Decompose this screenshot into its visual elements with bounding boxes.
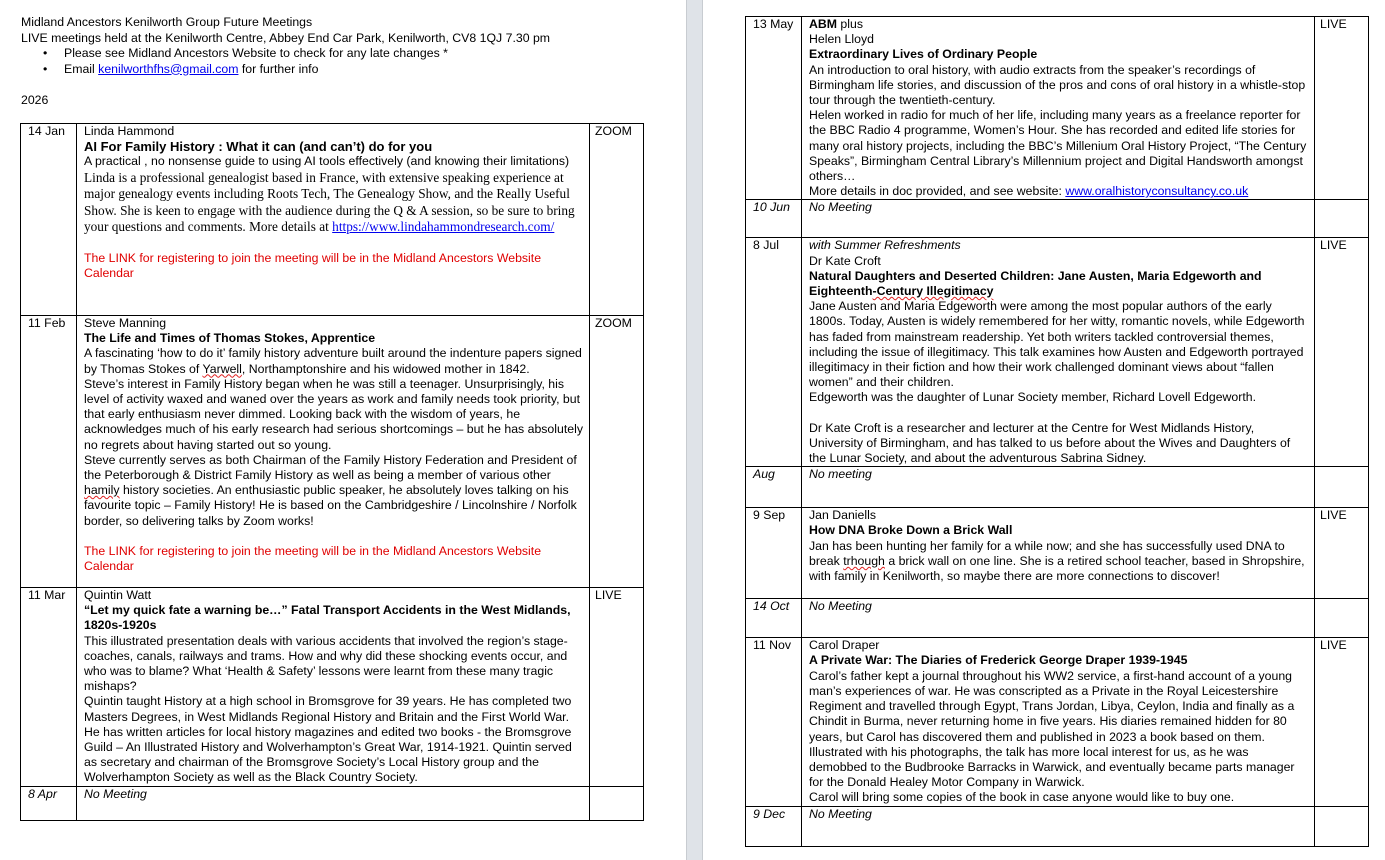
email-link[interactable]: kenilworthfhs@gmail.com: [98, 61, 239, 76]
speaker-bio: Dr Kate Croft is a researcher and lecturer at the Centre for West Midlands History, University of Birmingham, and has talked to us before about the Wives and Daughters of the Lunar Society, and about the adventurous Sabrina Sidney.: [809, 420, 1291, 466]
speaker-name: Dr Kate Croft: [809, 253, 881, 268]
meeting-details: [802, 238, 1315, 467]
speaker-name: Linda Hammond: [84, 124, 175, 138]
talk-title: The Life and Times of Thomas Stokes, Apprentice: [84, 331, 376, 346]
meeting-details: [77, 316, 590, 588]
bullet-email: • Email kenilworthfhs@gmail.com for further info: [64, 62, 671, 78]
summer-refreshments-note: with Summer Refreshments: [809, 238, 961, 253]
talk-description-note: Edgeworth was the daughter of Lunar Society member, Richard Lovell Edgeworth.: [809, 390, 1257, 405]
meeting-date: 10 Jun: [746, 200, 802, 238]
meeting-mode: LIVE: [590, 588, 644, 787]
meeting-date: Aug: [746, 467, 802, 508]
no-meeting-note: No Meeting: [77, 786, 590, 820]
meeting-row-apr: [21, 786, 644, 820]
talk-title: AI For Family History : What it can (and can’t) do for you: [84, 139, 433, 155]
bullet-check-website: • Please see Midland Ancestors Website to check for any late changes *: [64, 46, 671, 62]
meeting-date: 13 May: [746, 17, 802, 200]
speaker-bio: Steve’s interest in Family History began when he was still a teenager. Unsurprisingly, his level of activity waxed and waned over the years as work and family needs took priority, but that early enthusiasm never dimmed. Looking back with the wisdom of years, he acknowledges much of his early research had serious shortcomings – but he has absolutely no regrets about having started out so young.: [84, 376, 583, 452]
document-title: Midland Ancestors Kenilworth Group Future Meetings: [21, 15, 313, 29]
speaker-name: Carol Draper: [809, 638, 880, 653]
no-meeting-note: No meeting: [802, 467, 1315, 508]
talk-title: How DNA Broke Down a Brick Wall: [809, 523, 1013, 538]
oral-history-website-link[interactable]: www.oralhistoryconsultancy.co.uk: [1065, 184, 1249, 199]
venue-line: LIVE meetings held at the Kenilworth Centre, Abbey End Car Park, Kenilworth, CV8 1QJ 7.30 pm: [21, 30, 551, 45]
meeting-details: [77, 588, 590, 787]
talk-title: “Let my quick fate a warning be…” Fatal Transport Accidents in the West Midlands, 1820s-1920s: [84, 603, 571, 633]
no-meeting-note: No Meeting: [802, 200, 1315, 238]
page-gutter: [686, 0, 703, 860]
meeting-row-may: [746, 17, 1369, 200]
more-details: More details in doc provided, and see website: www.oralhistoryconsultancy.co.uk: [809, 184, 1249, 199]
meeting-details: ABM plus Helen Lloyd Extraordinary Lives of Ordinary People An introduction to oral history, with audio extracts from the speaker’s recordings of Birmingham life stories, and discussion of the pros and cons of oral history in a whistle-stop tour through the twentieth-century. Helen worked in radio for much of her life, including many years as a freelance reporter for the BBC Radio 4 programme, Women’s Hour. She has recorded and edited life stories for many oral history projects, including the BBC’s Millenium Oral History Project, “The Century Speaks”, Birmingham Central Library’s Millennium project and Digital Handsworth amongst others… More details in doc provided, and see website: www.oralhistoryconsultancy.co.uk: [802, 17, 1315, 200]
speaker-website-link[interactable]: https://www.lindahammondresearch.com/: [332, 219, 555, 235]
meeting-details: [77, 124, 590, 316]
year-heading: 2026: [21, 93, 49, 107]
meeting-row-mar: [21, 588, 644, 787]
meeting-date: 8 Apr: [21, 786, 77, 820]
meeting-date: 14 Oct: [746, 599, 802, 638]
talk-description: This illustrated presentation deals with various accidents that involved the region’s stage-coaches, canals, railways and trams. How and why did these shocking events occur, and who was to blame? What ‘Health & Safety’ lessons were learnt from these many tragic mishaps?: [84, 633, 568, 694]
talk-title: Extraordinary Lives of Ordinary People: [809, 47, 1038, 62]
speaker-name: Helen Lloyd: [809, 32, 874, 47]
speaker-bio-continued: Steve currently serves as both Chairman of the Family History Federation and President of the Peterborough & District Family History as well as being a member of various other hamily history societies. An enthusiastic public speaker, he absolutely loves talking on his favourite topic – Family History! He is based on the Cambridgeshire / Lincolnshire / Norfolk border, so delivering talks by Zoom works!: [84, 452, 577, 528]
no-meeting-note: No Meeting: [802, 599, 1315, 638]
meeting-date: 11 Nov: [746, 638, 802, 806]
meeting-mode: LIVE: [1315, 17, 1369, 200]
meeting-mode: ZOOM: [590, 124, 644, 316]
meetings-table-right: [745, 16, 1369, 847]
meeting-row-aug: [746, 467, 1369, 508]
meetings-table-left: [20, 123, 644, 821]
meeting-details: [802, 638, 1315, 806]
talk-description: A fascinating ‘how to do it’ family history adventure built around the indenture papers signed by Thomas Stokes of Yarwell, Northamptonshire and his widowed mother in 1842.: [84, 346, 582, 376]
speaker-bio: Linda is a professional genealogist based in France, with extensive speaking experience at major genealogy events including Roots Tech, The Genealogy Show, and the Really Useful Show. She is keen to engage with the audience during the Q & A session, so be sure to bring your questions and comments. More details at https://www.lindahammondresearch.com/: [84, 169, 575, 235]
speaker-name: Jan Daniells: [809, 508, 876, 523]
talk-description: Jan has been hunting her family for a while now; and she has successfully used DNA to break trhough a brick wall on one line. She is a retired school teacher, based in Shropshire, with family in Kenilworth, so maybe there are more connections to discover!: [809, 538, 1305, 584]
meeting-row-feb: [21, 316, 644, 588]
talk-title: A Private War: The Diaries of Frederick George Draper 1939-1945: [809, 653, 1188, 668]
talk-description: A practical , no nonsense guide to using AI tools effectively (and knowing their limitations): [84, 154, 570, 169]
meeting-mode: LIVE: [1315, 508, 1369, 599]
talk-title: Natural Daughters and Deserted Children: Jane Austen, Maria Edgeworth and Eighteenth-Century Illegitimacy: [809, 268, 1262, 299]
document-header: [21, 15, 671, 77]
meeting-mode: ZOOM: [590, 316, 644, 588]
talk-description: Jane Austen and Maria Edgeworth were among the most popular authors of the early 1800s. Today, Austen is widely remembered for her witty, romantic novels, while Edgeworth has faded from mainstream readership. Yet both writers tackled controversial themes, including the issue of illegitimacy. This talk examines how Austen and Edgeworth portrayed illegitimacy in their fiction and how their work challenged dominant views about “fallen women” and their children.: [809, 299, 1305, 390]
speaker-bio: Quintin taught History at a high school in Bromsgrove for 39 years. He has completed two Masters Degrees, in West Midlands Regional History and Britain and the First World War. He has written articles for local history magazines and edited two books - the Bromsgrove Guild – An Illustrated History and Wolverhampton’s Great War, 1914-1921. Quintin served as secretary and chairman of the Bromsgrove Society’s Local History group and the Wolverhampton Society as well as the Black Country Society.: [84, 694, 572, 785]
speaker-name: Steve Manning: [84, 316, 167, 330]
meeting-details: [802, 508, 1315, 599]
abm-label: ABM: [809, 17, 838, 31]
meeting-date: 11 Feb: [21, 316, 77, 588]
meeting-date: 11 Mar: [21, 588, 77, 787]
talk-description: Carol’s father kept a journal throughout his WW2 service, a first-hand account of a young man’s experiences of war. He was conscripted as a Private in the Royal Leicestershire Regiment and travelled through Egypt, Trans Jordan, Libya, Ceylon, India and finally as a Chindit in Burma, never returning home in five years. His diaries remained hidden for 80 years, but Carol has discovered them and published in 2023 a book based on them. Illustrated with his photographs, the talk has more local interest for us, as he was demobbed to the Budbrooke Barracks in Warwick, and eventually became parts manager for the Donald Healey Motor Company in Warwick.: [809, 668, 1295, 790]
speaker-name: Quintin Watt: [84, 588, 152, 602]
meeting-row-dec: [746, 806, 1369, 846]
meeting-row-jun: [746, 200, 1369, 238]
meeting-mode: LIVE: [1315, 638, 1369, 806]
meeting-row-jul: [746, 238, 1369, 467]
meeting-date: 9 Sep: [746, 508, 802, 599]
speaker-bio: Helen worked in radio for much of her life, including many years as a freelance reporter for the BBC Radio 4 programme, Women’s Hour. She has recorded and edited life stories for many oral history projects, including the BBC’s Millenium Oral History Project, “The Century Speaks”, Birmingham Central Library’s Millennium project and Digital Handsworth amongst others…: [809, 108, 1307, 184]
meeting-date: 14 Jan: [21, 124, 77, 316]
zoom-link-notice: The LINK for registering to join the meeting will be in the Midland Ancestors Website Calendar: [84, 543, 542, 574]
meeting-row-sep: [746, 508, 1369, 599]
meeting-date: 9 Dec: [746, 806, 802, 846]
right-page: [703, 0, 1385, 860]
left-page: [0, 0, 686, 860]
meeting-row-nov: [746, 638, 1369, 806]
talk-description-note: Carol will bring some copies of the book in case anyone would like to buy one.: [809, 790, 1235, 805]
talk-description: An introduction to oral history, with audio extracts from the speaker’s recordings of Birmingham life stories, and discussion of the pros and cons of oral history in a whistle-stop tour through the twentieth-century.: [809, 62, 1306, 108]
meeting-row-jan: [21, 124, 644, 316]
header-bullets: [21, 46, 671, 77]
meeting-mode: LIVE: [1315, 238, 1369, 467]
meeting-row-oct: [746, 599, 1369, 638]
zoom-link-notice: The LINK for registering to join the meeting will be in the Midland Ancestors Website Calendar: [84, 250, 542, 280]
meeting-date: 8 Jul: [746, 238, 802, 467]
no-meeting-note: No Meeting: [802, 806, 1315, 846]
